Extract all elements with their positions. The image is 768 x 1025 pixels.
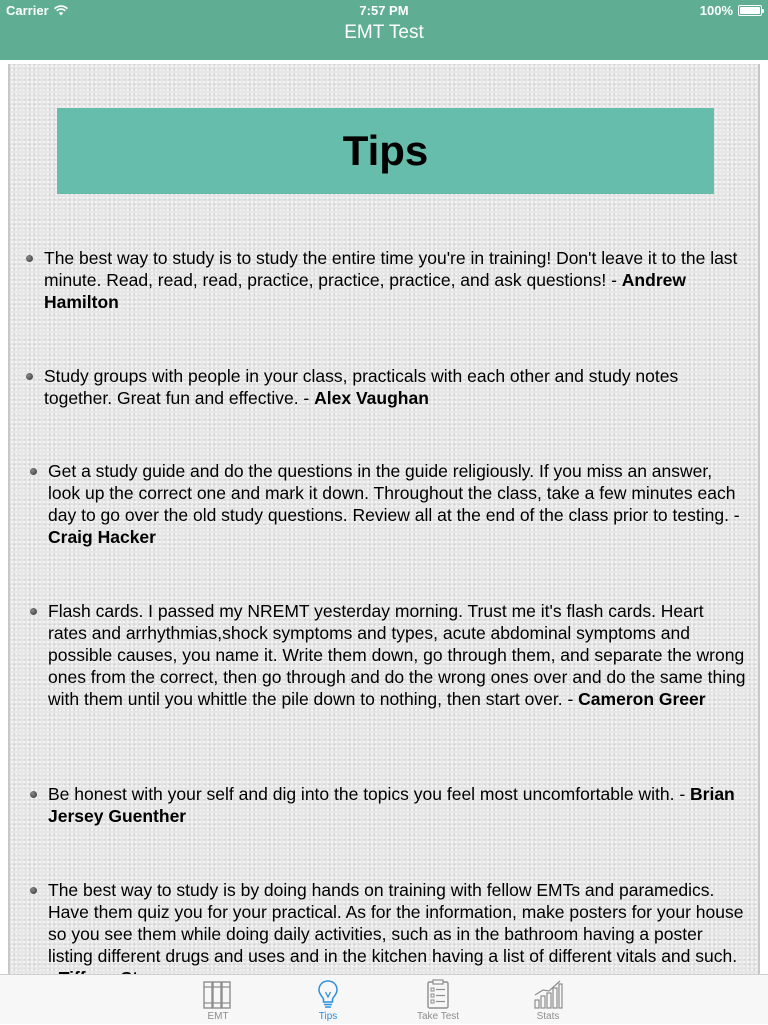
tips-heading: Tips — [342, 127, 429, 174]
tip-author: Brian Jersey Guenther — [48, 784, 735, 826]
tab-label: EMT — [207, 1011, 229, 1022]
bullet-icon — [30, 887, 37, 894]
tip-text: The best way to study is by doing hands on training with fellow EMTs and paramedics. Have them quiz you for your practical. As for the information, make posters for your house so you see them while doing daily activities, such as in the bathroom having a poster listing different drugs and uses and in the kitchen having a list of different vitals and such. — [48, 880, 744, 966]
battery-icon — [738, 5, 762, 16]
tab-take-test[interactable] — [393, 975, 483, 1025]
tips-banner — [57, 108, 714, 194]
tip-author: Alex Vaughan — [314, 388, 429, 408]
tip-item — [26, 247, 748, 313]
tip-author: Andrew Hamilton — [44, 270, 686, 312]
tip-text: Study groups with people in your class, practicals with each other and study notes together. Great fun and effective. - — [44, 366, 679, 408]
navigation-bar — [0, 0, 768, 60]
bullet-icon — [30, 791, 37, 798]
tip-item — [26, 365, 748, 409]
tab-bar — [0, 974, 768, 1024]
tip-author: Craig Hacker — [48, 527, 156, 547]
tip-author: Cameron Greer — [578, 689, 706, 709]
tip-text: Get a study guide and do the questions in the guide religiously. If you miss an answer, look up the correct one and mark it down. Throughout the class, take a few minutes each day to go over the old study questions. Review all at the end of the class prior to testing. - — [48, 461, 740, 525]
bullet-icon — [30, 468, 37, 475]
tip-item — [30, 783, 746, 827]
status-battery — [700, 3, 762, 18]
lightbulb-icon — [312, 978, 344, 1010]
tip-text: The best way to study is to study the entire time you're in training! Don't leave it to the last minute. Read, read, read, practice, practice, practice, and ask questions! - — [44, 248, 738, 290]
tab-stats[interactable] — [503, 975, 593, 1025]
tip-item — [30, 460, 746, 548]
tab-label: Tips — [318, 1011, 338, 1022]
tab-emt[interactable] — [173, 975, 263, 1025]
tab-label: Take Test — [416, 1011, 460, 1022]
status-time: 7:57 PM — [359, 3, 409, 18]
clipboard-icon — [422, 978, 454, 1010]
battery-percent: 100% — [699, 3, 733, 18]
tips-scroll-view[interactable] — [8, 64, 760, 974]
page-title: EMT Test — [344, 22, 424, 43]
tip-text: Be honest with your self and dig into the topics you feel most uncomfortable with. - — [48, 784, 691, 804]
bar-chart-icon — [532, 978, 564, 1010]
bullet-icon — [26, 373, 33, 380]
tab-tips[interactable] — [283, 975, 373, 1025]
tip-text: Flash cards. I passed my NREMT yesterday morning. Trust me it's flash cards. Heart rates and arrhythmias,shock symptoms and types, acute abdominal symptoms and possible causes, you name it. Write them down, go through them, and separate the wrong ones from the correct, then go through and do the wrong ones over and do the same thing with them until you whittle the pile down to nothing, then start over. - — [48, 601, 746, 709]
bullet-icon — [30, 608, 37, 615]
bullet-icon — [26, 255, 33, 262]
tab-label: Stats — [536, 1011, 560, 1022]
carrier-label: Carrier — [6, 3, 49, 18]
tip-item — [30, 879, 746, 989]
books-icon — [202, 978, 234, 1010]
tip-item — [30, 600, 746, 710]
